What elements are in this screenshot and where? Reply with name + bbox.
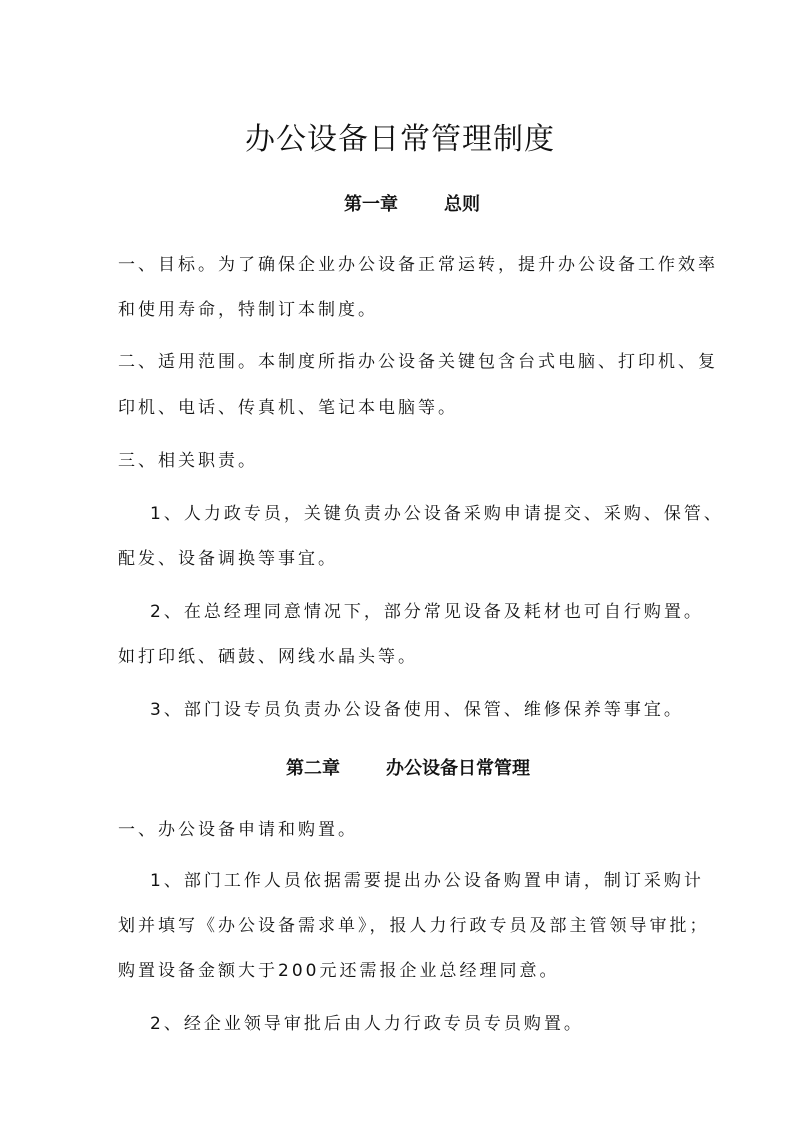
paragraph-line: 和使用寿命，特制订本制度。 [118, 300, 378, 320]
paragraph-line: 2、在总经理同意情况下，部分常见设备及耗材也可自行购置。 [150, 602, 704, 622]
chapter-heading-2 [286, 756, 530, 782]
document-title: 办公设备日常管理制度 [245, 122, 555, 157]
paragraph-line: 印机、电话、传真机、笔记本电脑等。 [118, 398, 458, 418]
chapter-name: 总则 [444, 194, 480, 215]
chapter-number: 第二章 [286, 758, 340, 779]
chapter-number: 第一章 [344, 194, 398, 215]
paragraph-line: 如打印纸、硒鼓、网线水晶头等。 [118, 647, 418, 667]
paragraph-line: 购置设备金额大于200元还需报企业总经理同意。 [118, 961, 560, 981]
chapter-heading-1 [344, 192, 480, 218]
paragraph-line: 一、目标。为了确保企业办公设备正常运转，提升办公设备工作效率 [118, 255, 718, 275]
paragraph-line: 配发、设备调换等事宜。 [118, 549, 338, 569]
chapter-name: 办公设备日常管理 [386, 758, 530, 779]
paragraph-line: 3、部门设专员负责办公设备使用、保管、维修保养等事宜。 [150, 700, 684, 720]
paragraph-line: 三、相关职责。 [118, 451, 258, 471]
paragraph-line: 1、人力政专员，关键负责办公设备采购申请提交、采购、保管、 [150, 504, 724, 524]
paragraph-line: 一、办公设备申请和购置。 [118, 820, 358, 840]
paragraph-line: 二、适用范围。本制度所指办公设备关键包含台式电脑、打印机、复 [118, 352, 718, 372]
paragraph-line: 划并填写《办公设备需求单》，报人力行政专员及部主管领导审批； [118, 916, 710, 936]
paragraph-line: 1、部门工作人员依据需要提出办公设备购置申请，制订采购计 [150, 871, 704, 891]
paragraph-line: 2、经企业领导审批后由人力行政专员专员购置。 [150, 1014, 584, 1034]
